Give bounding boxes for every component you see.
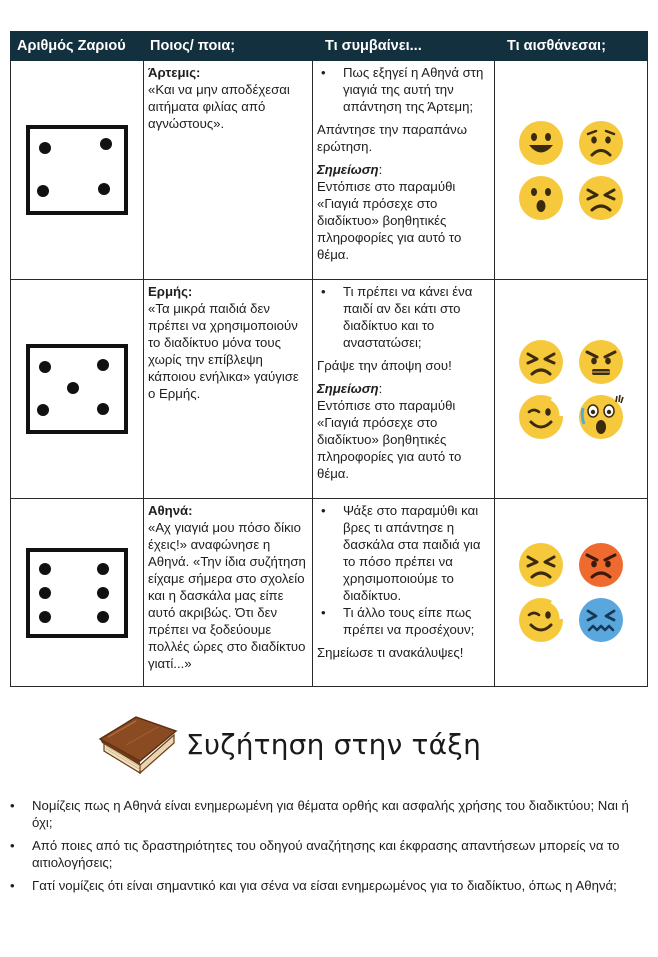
emoji-grid[interactable] [495, 542, 647, 643]
instruction-text: Απάντησε την παραπάνω ερώτηση. [317, 122, 468, 154]
speaker-name: Άρτεμις: [148, 65, 201, 80]
discussion-section-header [96, 713, 481, 775]
table-header-row [11, 32, 648, 61]
dice-cell [11, 499, 144, 687]
list-item: • Γατί νομίζεις ότι είναι σημαντικό και για σένα να είσαι ενημερωμένος για το διαδίκτυο, όπως η Αθηνά; [8, 877, 638, 894]
activity-table [10, 31, 648, 687]
note-block [317, 380, 490, 397]
table-row [11, 61, 648, 280]
note-title: Σημείωση [317, 381, 379, 396]
winking-emoji-icon[interactable] [518, 394, 564, 440]
book-icon [96, 713, 178, 775]
who-cell [144, 280, 313, 499]
note-text: Εντόπισε στο παραμύθι «Γιαγιά πρόσεχε στο διαδίκτυο» βοηθητικές πληροφορίες για αυτό το θέμα. [317, 179, 462, 262]
header-how-you-feel: Τι αισθάνεσαι; [495, 32, 648, 61]
happy-emoji-icon[interactable] [518, 120, 564, 166]
note-title: Σημείωση [317, 162, 379, 177]
question-list [317, 64, 490, 115]
section-title: Συζήτηση στην τάξη [186, 727, 482, 761]
question-item: • Τι άλλο τους είπε πως πρέπει να προσέχουν; [317, 604, 490, 638]
instruction-text: Γράψε την άποψη σου! [317, 358, 452, 373]
furious-emoji-icon[interactable] [578, 542, 624, 588]
speaker-name: Ερμής: [148, 284, 193, 299]
question-list [317, 502, 490, 638]
speaker-quote: «Τα μικρά παιδιά δεν πρέπει να χρησιμοποιούν το διαδίκτυο μόνα τους χωρίς την επίβλεψη κάποιου ενήλικα» γαύγισε ο Ερμής. [148, 301, 299, 401]
feelings-cell [495, 499, 648, 687]
speaker-quote: «Αχ γιαγιά μου πόσο δίκιο έχεις!» αναφώνησε η Αθηνά. «Την ίδια συζήτηση είχαμε σήμερα στο σχολείο και η δασκάλα μας είπε αυτό ακριβώς. Ότι δεν πρέπει να ξοδεύουμε πολλές ώρες στο διαδίκτυο γιατί...» [148, 520, 306, 671]
table-row [11, 499, 648, 687]
what-happens-cell [313, 280, 495, 499]
feelings-cell [495, 280, 648, 499]
note-text: Εντόπισε στο παραμύθι «Γιαγιά πρόσεχε στο διαδίκτυο» βοηθητικές πληροφορίες για αυτό το θέμα. [317, 398, 462, 481]
feelings-cell [495, 61, 648, 280]
who-cell [144, 499, 313, 687]
header-dice-number: Αριθμός Ζαριού [11, 32, 144, 61]
question-item: • Ψάξε στο παραμύθι και βρες τι απάντησε η δασκάλα στα παιδιά για το πόσο πρέπει να χρησιμοποιούμε το διαδίκτυο. [317, 502, 490, 604]
emoji-grid[interactable] [495, 120, 647, 221]
question-list [317, 283, 490, 351]
dice-cell [11, 61, 144, 280]
dice-four-icon [25, 124, 129, 216]
winking-emoji-icon[interactable] [518, 597, 564, 643]
emoji-grid[interactable] [495, 339, 647, 440]
squinting-emoji-icon[interactable] [518, 542, 564, 588]
question-item: • Πως εξηγεί η Αθηνά στη γιαγιά της αυτή την απάντηση της Άρτεμη; [317, 64, 490, 115]
discussion-questions [8, 797, 638, 900]
table-row [11, 280, 648, 499]
list-item: • Από ποιες από τις δραστηριότητες του οδηγού αναζήτησης και έκφρασης απαντήσεων μπορείς να το αιτιολογήσεις; [8, 837, 638, 871]
note-suffix: : [378, 162, 383, 177]
angry-emoji-icon[interactable] [578, 339, 624, 385]
what-happens-cell [313, 499, 495, 687]
speaker-name: Αθηνά: [148, 503, 193, 518]
squinting-emoji-icon[interactable] [518, 339, 564, 385]
speaker-quote: «Και να μην αποδέχεσαι αιτήματα φιλίας από αγνώστους». [148, 82, 290, 131]
confounded-emoji-icon[interactable] [578, 597, 624, 643]
squinting-emoji-icon[interactable] [578, 175, 624, 221]
shocked-emoji-icon[interactable] [578, 394, 624, 440]
instruction-text: Σημείωσε τι ανακάλυψες! [317, 645, 464, 660]
what-happens-cell [313, 61, 495, 280]
list-item: • Νομίζεις πως η Αθηνά είναι ενημερωμένη για θέματα ορθής και ασφαλής χρήσης του διαδικτύου; Ναι ή όχι; [8, 797, 638, 831]
surprised-emoji-icon[interactable] [518, 175, 564, 221]
header-what-happens: Τι συμβαίνει... [313, 32, 495, 61]
question-item: • Τι πρέπει να κάνει ένα παιδί αν δει κάτι στο διαδίκτυο και το αναστατώσει; [317, 283, 490, 351]
dice-cell [11, 280, 144, 499]
note-suffix: : [378, 381, 383, 396]
dice-six-icon [25, 547, 129, 639]
header-who: Ποιος/ ποια; [144, 32, 313, 61]
note-block [317, 161, 490, 178]
dice-five-icon [25, 343, 129, 435]
who-cell [144, 61, 313, 280]
worried-emoji-icon[interactable] [578, 120, 624, 166]
